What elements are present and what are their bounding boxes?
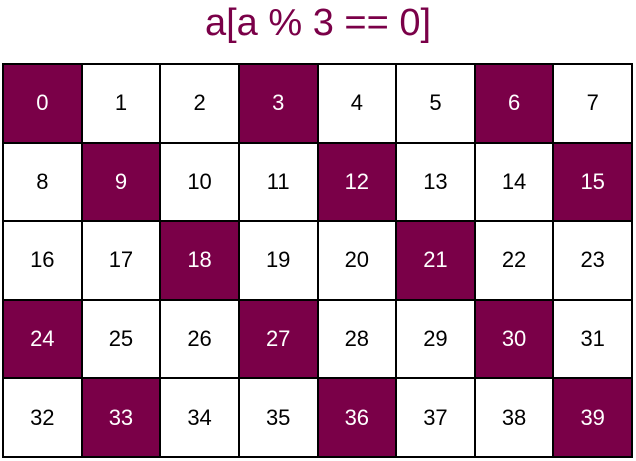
array-cell: 37 bbox=[397, 379, 474, 456]
array-cell: 17 bbox=[83, 222, 160, 299]
array-cell: 8 bbox=[4, 144, 81, 221]
array-cell: 5 bbox=[397, 65, 474, 142]
array-cell: 2 bbox=[161, 65, 238, 142]
array-cell: 22 bbox=[476, 222, 553, 299]
array-cell: 4 bbox=[319, 65, 396, 142]
array-cell: 26 bbox=[161, 301, 238, 378]
array-cell-selected: 18 bbox=[161, 222, 238, 299]
array-cell-selected: 39 bbox=[554, 379, 631, 456]
array-cell-selected: 15 bbox=[554, 144, 631, 221]
array-cell-selected: 33 bbox=[83, 379, 160, 456]
array-cell: 20 bbox=[319, 222, 396, 299]
array-cell: 32 bbox=[4, 379, 81, 456]
array-cell: 31 bbox=[554, 301, 631, 378]
array-cell: 19 bbox=[240, 222, 317, 299]
array-cell: 1 bbox=[83, 65, 160, 142]
array-grid bbox=[2, 63, 633, 458]
array-cell: 14 bbox=[476, 144, 553, 221]
array-cell: 11 bbox=[240, 144, 317, 221]
array-cell: 16 bbox=[4, 222, 81, 299]
array-cell-selected: 0 bbox=[4, 65, 81, 142]
array-cell: 25 bbox=[83, 301, 160, 378]
array-cell: 28 bbox=[319, 301, 396, 378]
array-cell-selected: 12 bbox=[319, 144, 396, 221]
array-cell: 38 bbox=[476, 379, 553, 456]
array-cell-selected: 9 bbox=[83, 144, 160, 221]
array-cell-selected: 24 bbox=[4, 301, 81, 378]
array-cell-selected: 6 bbox=[476, 65, 553, 142]
array-cell: 10 bbox=[161, 144, 238, 221]
array-cell: 35 bbox=[240, 379, 317, 456]
array-cell: 23 bbox=[554, 222, 631, 299]
array-cell-selected: 27 bbox=[240, 301, 317, 378]
array-cell: 7 bbox=[554, 65, 631, 142]
array-cell-selected: 21 bbox=[397, 222, 474, 299]
array-cell: 34 bbox=[161, 379, 238, 456]
array-cell-selected: 3 bbox=[240, 65, 317, 142]
array-cell: 29 bbox=[397, 301, 474, 378]
array-cell-selected: 36 bbox=[319, 379, 396, 456]
array-cell-selected: 30 bbox=[476, 301, 553, 378]
expression-title: a[a % 3 == 0] bbox=[204, 2, 432, 44]
array-cell: 13 bbox=[397, 144, 474, 221]
